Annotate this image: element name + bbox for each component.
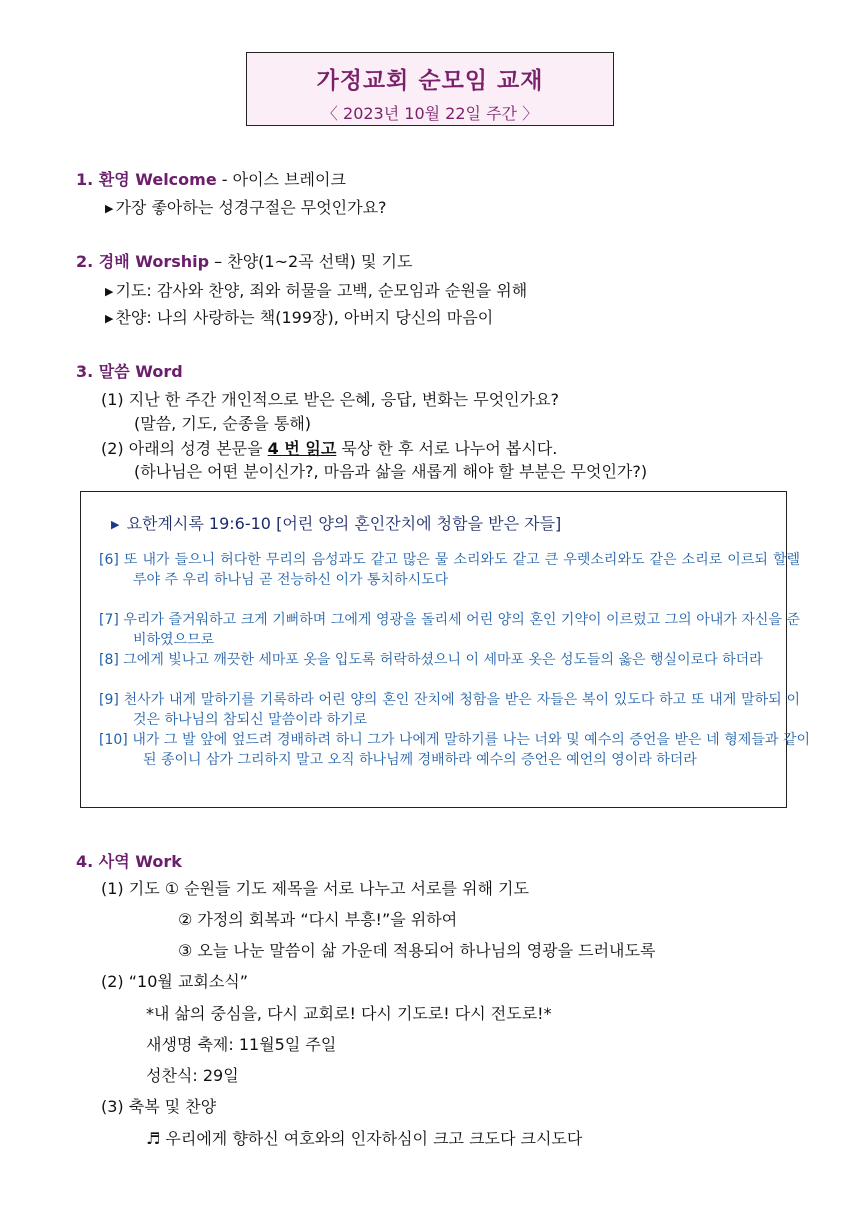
- word-question-2-sub: (하나님은 어떤 분이신가?, 마음과 삶을 새롭게 해야 할 부분은 무엇인가?): [134, 462, 648, 481]
- bullet-triangle-icon: ▶: [111, 518, 120, 531]
- scripture-title: ▶ 요한계시록 19:6-10 [어린 양의 혼인잔치에 청함을 받은 자들]: [111, 514, 562, 533]
- work-prayer-2: ② 가정의 회복과 “다시 부흥!”을 위하여: [178, 910, 458, 929]
- welcome-item: ▶ 가장 좋아하는 성경구절은 무엇인가요?: [105, 198, 387, 217]
- section-heading-welcome: 1. 환영 Welcome - 아이스 브레이크: [76, 170, 346, 189]
- section-heading-word: 3. 말씀 Word: [76, 362, 183, 381]
- work-prayer-1: (1) 기도 ① 순원들 기도 제목을 서로 나누고 서로를 위해 기도: [101, 879, 529, 898]
- bullet-triangle-icon: ▶: [105, 202, 114, 215]
- read-four-times-emphasis: 4 번 읽고: [267, 439, 337, 458]
- worship-item-prayer: ▶ 기도: 감사와 찬양, 죄와 허물을 고백, 순모임과 순원을 위해: [105, 281, 528, 300]
- page-subtitle: 〈 2023년 10월 22일 주간 〉: [321, 104, 539, 123]
- work-blessing-song: ♬ 우리에게 향하신 여호와의 인자하심이 크고 크도다 크시도다: [146, 1129, 583, 1148]
- scripture-verse-7: [7] 우리가 즐거워하고 크게 기뻐하며 그에게 영광을 돌리세 어린 양의 혼인 기약이 이르렀고 그의 아내가 자신을 준비하였으므로: [99, 612, 800, 648]
- work-church-news-festival: 새생명 축제: 11월5일 주일: [146, 1035, 337, 1054]
- scripture-verse-10: [10] 내가 그 발 앞에 엎드려 경배하려 하니 그가 나에게 말하기를 나는 너와 및 예수의 증언을 받은 네 형제들과 같이 된 종이니 삼가 그리하지 말고 오직 하나님께 경배하라 예수의 증언은 예언의 영이라 하더라: [99, 732, 810, 768]
- scripture-verse-8: [8] 그에게 빛나고 깨끗한 세마포 옷을 입도록 허락하셨으니 이 세마포 옷은 성도들의 옳은 행실이로다 하더라: [99, 652, 763, 668]
- section-heading-worship-rest: – 찬양(1~2곡 선택) 및 기도: [209, 252, 413, 271]
- word-question-1: (1) 지난 한 주간 개인적으로 받은 은혜, 응답, 변화는 무엇인가요?: [101, 390, 560, 409]
- scripture-verse-6: [6] 또 내가 들으니 허다한 무리의 음성과도 같고 많은 물 소리와도 같고 큰 우렛소리와도 같은 소리로 이르되 할렐루야 주 우리 하나님 곧 전능하신 이가 통치하시도다: [99, 552, 800, 588]
- work-blessing-heading: (3) 축복 및 찬양: [101, 1097, 217, 1116]
- work-church-news-motto: *내 삶의 중심을, 다시 교회로! 다시 기도로! 다시 전도로!*: [146, 1004, 552, 1023]
- word-question-2: (2) 아래의 성경 본문을 4 번 읽고 묵상 한 후 서로 나누어 봅시다.: [101, 439, 558, 458]
- work-church-news-communion: 성찬식: 29일: [146, 1066, 239, 1085]
- worship-item-praise: ▶ 찬양: 나의 사랑하는 책(199장), 아버지 당신의 마음이: [105, 308, 494, 327]
- word-question-1-sub: (말씀, 기도, 순종을 통해): [134, 414, 312, 433]
- bullet-triangle-icon: ▶: [105, 285, 114, 298]
- title-box: [246, 52, 614, 126]
- scripture-box: [80, 491, 810, 808]
- page-title: 가정교회 순모임 교재: [316, 68, 544, 94]
- section-heading-work: 4. 사역 Work: [76, 852, 182, 871]
- section-heading-worship: 2. 경배 Worship – 찬양(1~2곡 선택) 및 기도: [76, 252, 413, 271]
- work-prayer-3: ③ 오늘 나눈 말씀이 삶 가운데 적용되어 하나님의 영광을 드러내도록: [178, 941, 656, 960]
- scripture-verse-9: [9] 천사가 내게 말하기를 기록하라 어린 양의 혼인 잔치에 청함을 받은 자들은 복이 있도다 하고 또 내게 말하되 이것은 하나님의 참되신 말씀이라 하기로: [99, 692, 800, 728]
- bullet-triangle-icon: ▶: [105, 312, 114, 325]
- work-church-news-heading: (2) “10월 교회소식”: [101, 972, 249, 991]
- section-heading-welcome-rest: - 아이스 브레이크: [216, 170, 346, 189]
